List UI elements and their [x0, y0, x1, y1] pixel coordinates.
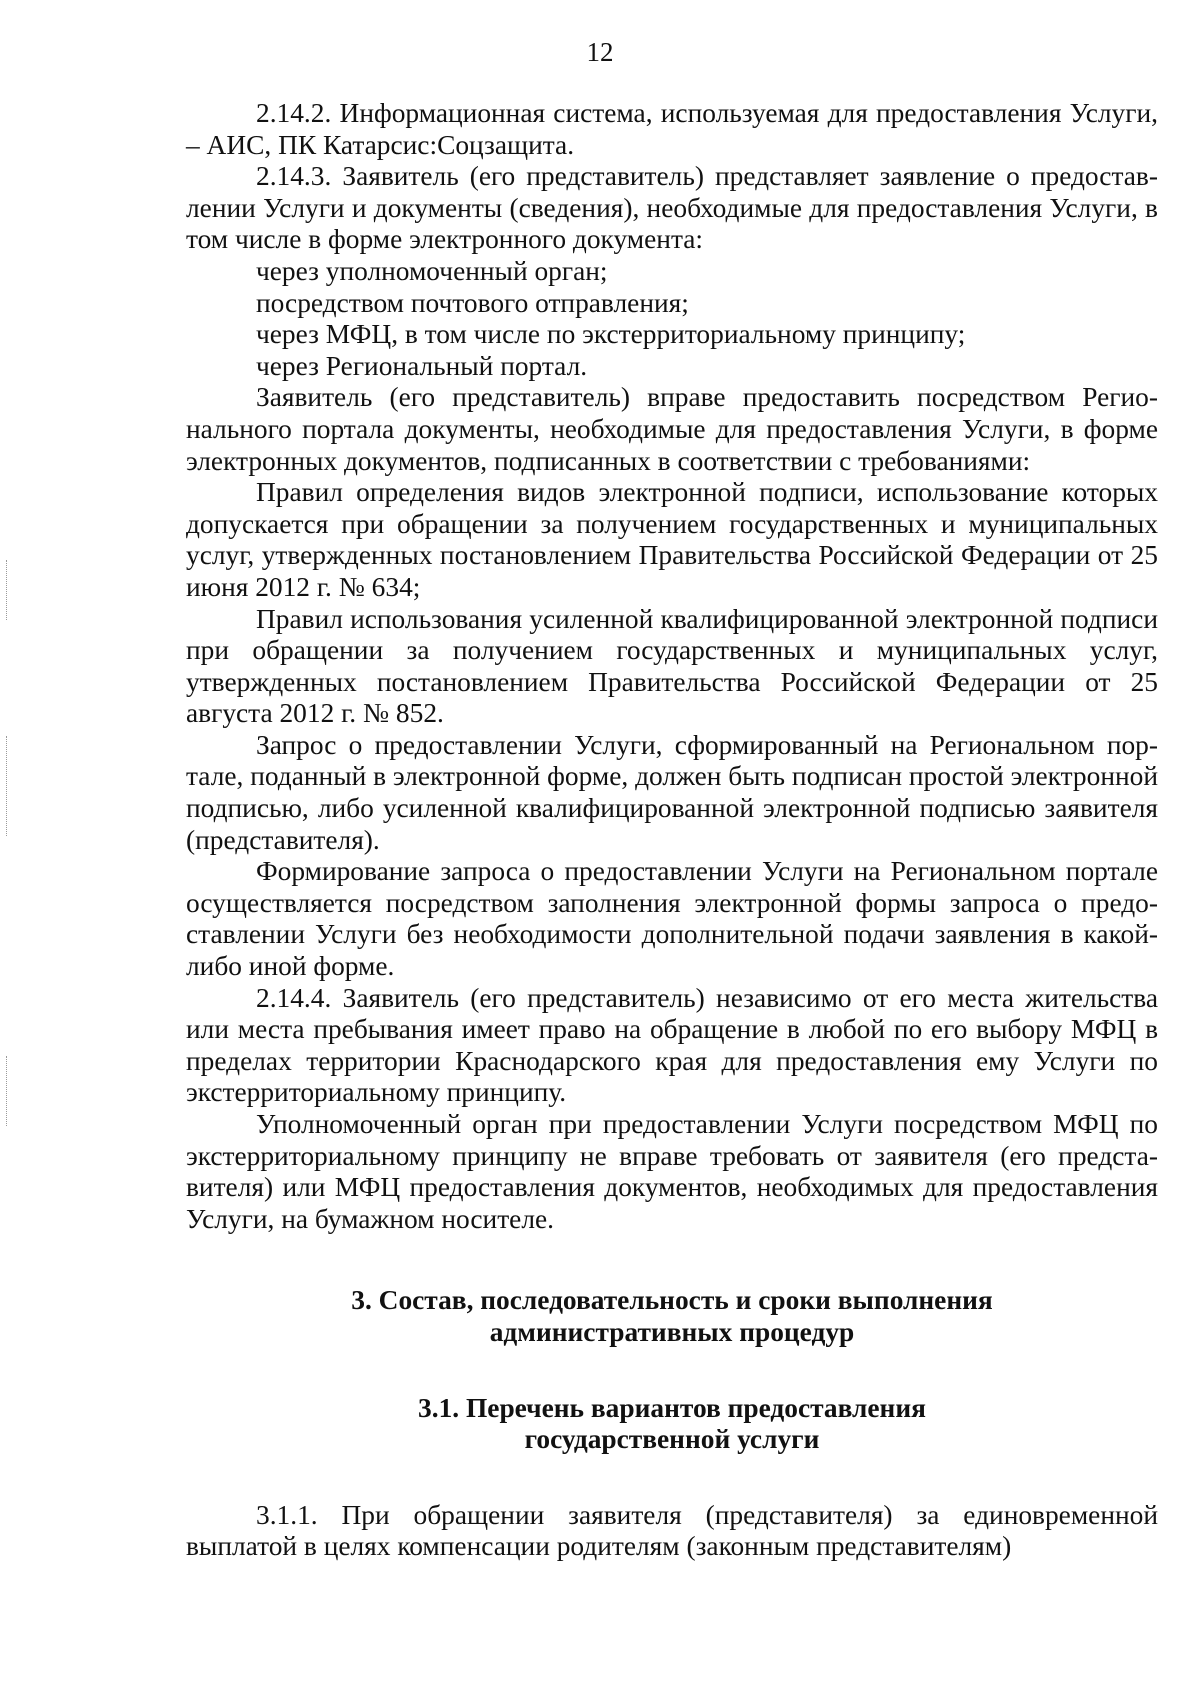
paragraph-request-signature: Запрос о предоставлении Услуги, сформированный на Региональном портале, поданный в электронной форме, должен быть подписан простой электронной подписью, либо усиленной квалифицированной электронной подписью заявителя (представителя). [186, 729, 1158, 855]
heading-line: административных процедур [489, 1316, 855, 1347]
channel-item: через Региональный портал. [256, 350, 588, 381]
heading-line: 3. Состав, последовательность и сроки выполнения [351, 1285, 993, 1316]
paragraph-rules-634: Правил определения видов электронной подписи, использование которых допускается при обращении за получением государственных и муниципальных услуг, утвержденных постановлением Правительства Российской Федерации от 25 июня 2012 г. № 634; [186, 477, 1158, 602]
channel-item: через уполномоченный орган; [256, 255, 608, 286]
paragraph-2-14-2: 2.14.2. Информационная система, используемая для предоставления Услуги, – АИС, ПК Катарсис:Соцзащита. [186, 98, 1158, 160]
section-heading-3-1 [186, 1393, 1158, 1456]
paragraph-2-14-4: 2.14.4. Заявитель (его представитель) независимо от его места жительства или места пребывания имеет право на обращение в любой по его выбору МФЦ в пределах территории Краснодарского края для предоставления ему Услуги по экстерриториальному принципу. [186, 982, 1158, 1108]
paragraph-3-1-1: 3.1.1. При обращении заявителя (представителя) за единовременной выплатой в целях компенсации родителям (законным представителям) [186, 1499, 1158, 1562]
scan-margin-mark [6, 560, 8, 620]
page-number: 12 [586, 37, 614, 67]
channel-item: посредством почтового отправления; [256, 287, 689, 318]
paragraph-2-14-3: 2.14.3. Заявитель (его представитель) представляет заявление о предоставлении Услуги и документы (сведения), необходимые для предоставления Услуги, в том числе в форме электронного документа: [186, 161, 1158, 255]
channel-item: через МФЦ, в том числе по экстерриториальному принципу; [256, 319, 966, 350]
paragraph-rules-852: Правил использования усиленной квалифицированной электронной подписи при обращении за получением государственных и муниципальных услуг, утвержденных постановлением Правительства Российской Федерации от 25 августа 2012 г. № 852. [186, 603, 1158, 729]
scan-margin-mark [6, 736, 8, 836]
paragraph-request-form: Формирование запроса о предоставлении Услуги на Региональном портале осуществляется посредством заполнения электронной формы запроса о предоставлении Услуги без необходимости дополнительной подачи заявления в какой-либо иной форме. [186, 856, 1158, 982]
paragraph-authority: Уполномоченный орган при предоставлении Услуги посредством МФЦ по экстерриториальному принципу не вправе требовать от заявителя (его представителя) или МФЦ предоставления документов, необходимых для предоставления Услуги, на бумажном носителе. [186, 1109, 1158, 1234]
document-body [186, 98, 1158, 1563]
heading-line: государственной услуги [524, 1424, 820, 1455]
section-heading-3 [186, 1285, 1158, 1348]
heading-line: 3.1. Перечень вариантов предоставления [418, 1392, 926, 1423]
scan-margin-mark [6, 1056, 8, 1126]
paragraph-regional-portal: Заявитель (его представитель) вправе предоставить посредством Регионального портала документы, необходимые для предоставления Услуги, в форме электронных документов, подписанных в соответствии с требованиями: [186, 382, 1158, 476]
